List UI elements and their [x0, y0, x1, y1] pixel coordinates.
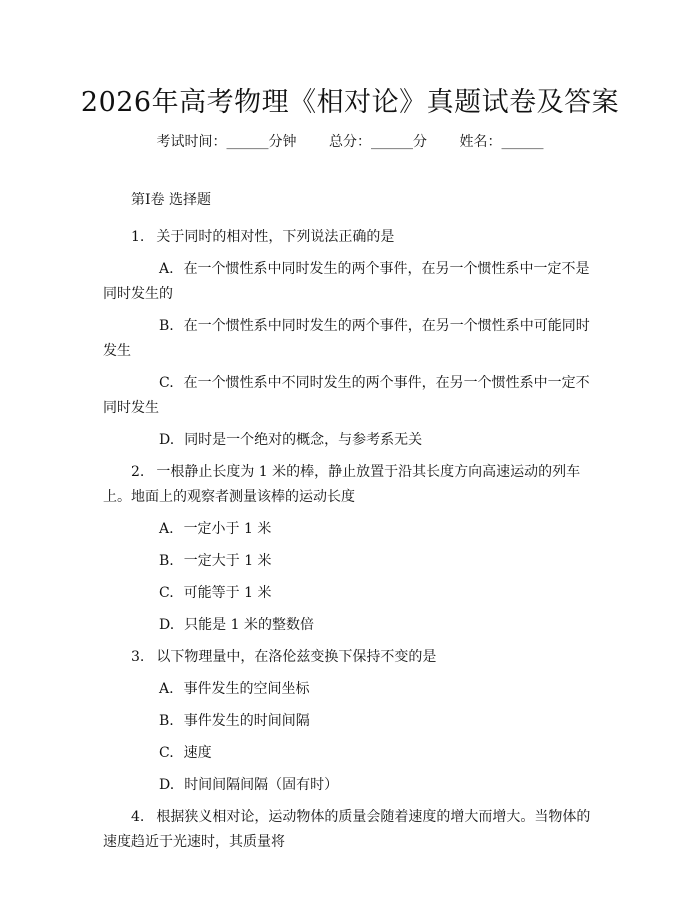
question-number: 4. [131, 809, 145, 825]
option-text: 一定大于 1 米 [183, 553, 272, 569]
option-text: 可能等于 1 米 [183, 585, 272, 601]
option-text: 事件发生的时间间隔 [183, 713, 310, 729]
exam-body [103, 188, 599, 862]
question-text: 根据狭义相对论，运动物体的质量会随着速度的增大而增大。当物体的速度趋近于光速时，其质量将 [103, 809, 591, 850]
exam-time: 考试时间：______分钟 [156, 134, 297, 150]
question-4 [103, 805, 599, 855]
option-3d [103, 773, 599, 798]
option-2b [103, 549, 599, 574]
question-1 [103, 225, 599, 250]
option-1c [103, 371, 599, 421]
option-text: 只能是 1 米的整数倍 [184, 617, 314, 633]
section-heading: 第Ⅰ卷 选择题 [131, 192, 211, 208]
option-text: 同时是一个绝对的概念，与参考系无关 [184, 432, 423, 448]
exam-meta [0, 131, 700, 151]
option-letter: C. [159, 375, 174, 391]
option-1d [103, 428, 599, 453]
option-1a [103, 257, 599, 307]
option-letter: A. [159, 681, 174, 697]
option-2a [103, 517, 599, 542]
option-text: 在一个惯性系中同时发生的两个事件，在另一个惯性系中一定不是同时发生的 [103, 261, 590, 302]
option-letter: B. [159, 713, 174, 729]
option-3b [103, 709, 599, 734]
question-number: 3. [131, 649, 145, 665]
option-text: 一定小于 1 米 [183, 521, 272, 537]
option-1b [103, 314, 599, 364]
option-letter: C. [159, 745, 174, 761]
option-text: 事件发生的空间坐标 [183, 681, 310, 697]
option-2c [103, 581, 599, 606]
option-letter: A. [159, 261, 174, 277]
total-score: 总分：______分 [329, 134, 427, 150]
option-3a [103, 677, 599, 702]
option-text: 在一个惯性系中不同时发生的两个事件，在另一个惯性系中一定不同时发生 [103, 375, 590, 416]
option-3c [103, 741, 599, 766]
question-2 [103, 460, 599, 510]
option-2d [103, 613, 599, 638]
page-title: 2026年高考物理《相对论》真题试卷及答案 [80, 87, 620, 118]
option-text: 速度 [183, 745, 212, 761]
question-number: 2. [131, 464, 145, 480]
question-number: 1. [131, 229, 145, 245]
question-text: 一根静止长度为 1 米的棒，静止放置于沿其长度方向高速运动的列车上。地面上的观察者测量该棒的运动长度 [103, 464, 581, 505]
option-letter: D. [159, 777, 175, 793]
question-text: 关于同时的相对性，下列说法正确的是 [156, 229, 395, 245]
question-text: 以下物理量中，在洛伦兹变换下保持不变的是 [156, 649, 437, 665]
student-name: 姓名：______ [459, 134, 544, 150]
option-letter: C. [159, 585, 174, 601]
option-letter: D. [159, 432, 175, 448]
question-3 [103, 645, 599, 670]
option-letter: D. [159, 617, 175, 633]
option-letter: A. [159, 521, 174, 537]
option-text: 在一个惯性系中同时发生的两个事件，在另一个惯性系中可能同时发生 [103, 318, 590, 359]
option-letter: B. [159, 553, 174, 569]
option-text: 时间间隔间隔（固有时） [184, 777, 339, 793]
option-letter: B. [159, 318, 174, 334]
